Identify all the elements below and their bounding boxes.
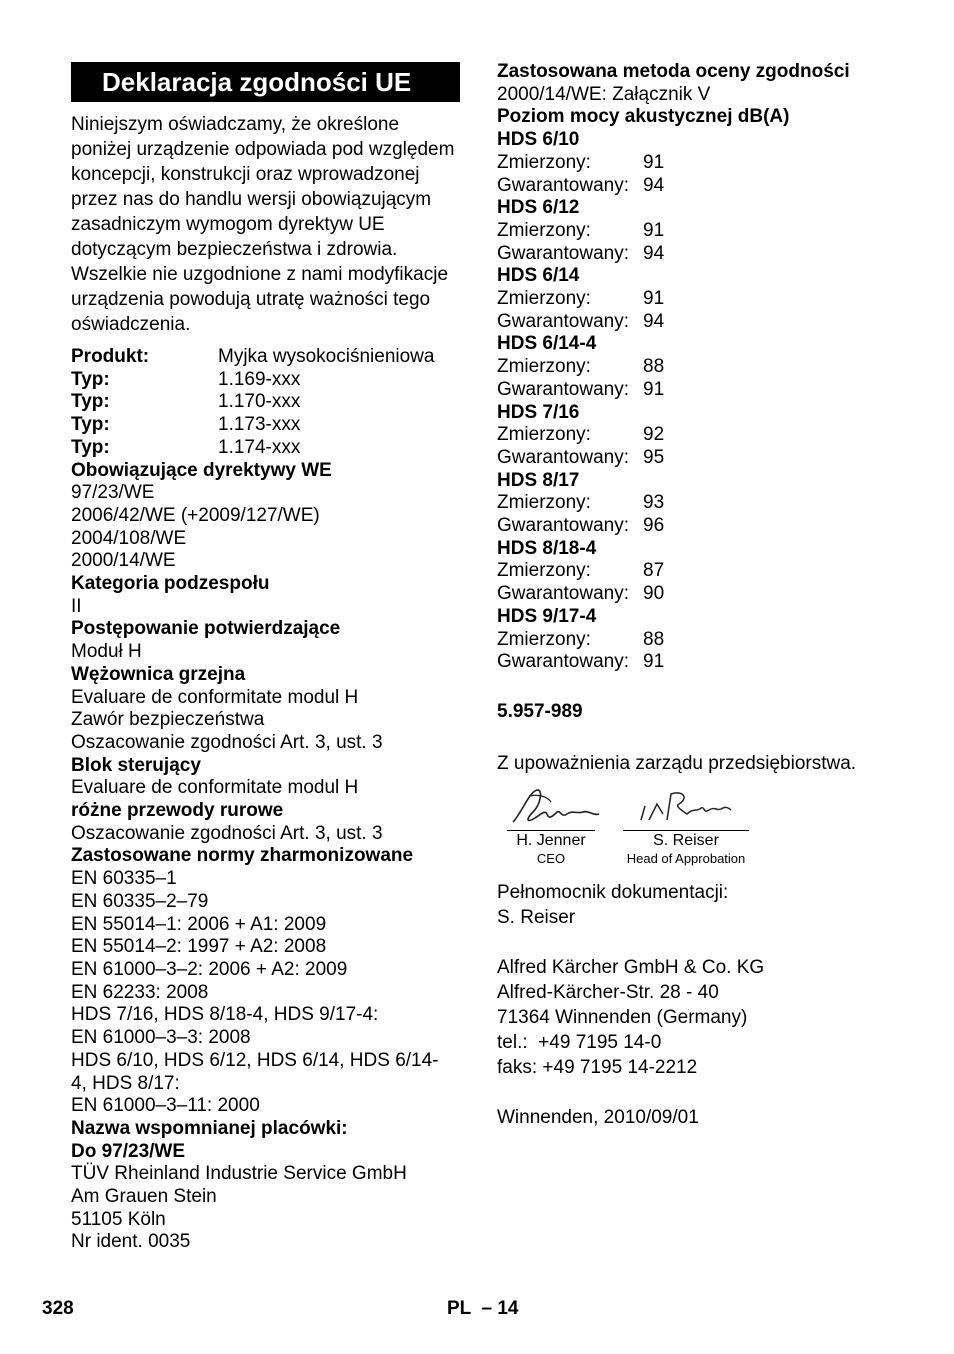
model-name: HDS 9/17-4 bbox=[497, 605, 597, 627]
sound-model-block bbox=[497, 129, 917, 197]
notified-body-line: Am Grauen Stein bbox=[71, 1186, 217, 1208]
standard-line: EN 61000–3–2: 2006 + A2: 2009 bbox=[71, 958, 348, 980]
notified-body-line: 51105 Köln bbox=[71, 1208, 166, 1230]
pipes-line: Oszacowanie zgodności Art. 3, ust. 3 bbox=[71, 822, 383, 844]
guaranteed-row bbox=[497, 379, 917, 402]
notified-body-line: TÜV Rheinland Industrie Service GmbH bbox=[71, 1163, 407, 1185]
standard-line: EN 55014–2: 1997 + A2: 2008 bbox=[71, 936, 327, 958]
signature-reiser bbox=[623, 784, 749, 868]
standard-line: 4, HDS 8/17: bbox=[71, 1072, 180, 1094]
standard-line: EN 55014–1: 2006 + A1: 2009 bbox=[71, 913, 327, 935]
guaranteed-value: 95 bbox=[643, 446, 665, 468]
component-category-value: II bbox=[71, 595, 82, 617]
guaranteed-value: 90 bbox=[643, 583, 665, 605]
type-row bbox=[71, 414, 467, 437]
product-section bbox=[71, 346, 467, 460]
documentation-label: Pełnomocnik dokumentacji: bbox=[497, 881, 729, 903]
measured-value: 92 bbox=[643, 424, 665, 446]
guaranteed-row bbox=[497, 447, 917, 470]
measured-row bbox=[497, 220, 917, 243]
signer-role: Head of Approbation bbox=[626, 850, 746, 866]
standard-line: EN 61000–3–3: 2008 bbox=[71, 1027, 251, 1049]
guaranteed-row bbox=[497, 175, 917, 198]
component-category-heading: Kategoria podzespołu bbox=[71, 573, 270, 595]
type-label: Typ: bbox=[71, 436, 110, 458]
measured-label: Zmierzony: bbox=[497, 151, 591, 173]
signature-reiser-image bbox=[637, 784, 733, 830]
measured-row bbox=[497, 629, 917, 652]
heating-coil-line: Zawór bezpieczeństwa bbox=[71, 709, 265, 731]
product-label: Produkt: bbox=[71, 346, 150, 367]
guaranteed-value: 91 bbox=[643, 378, 665, 400]
guaranteed-row bbox=[497, 651, 917, 674]
guaranteed-row bbox=[497, 583, 917, 606]
model-name: HDS 7/16 bbox=[497, 401, 580, 423]
guaranteed-label: Gwarantowany: bbox=[497, 378, 630, 400]
type-value: 1.174-xxx bbox=[218, 436, 301, 458]
measured-row bbox=[497, 492, 917, 515]
place-date: Winnenden, 2010/09/01 bbox=[497, 1106, 699, 1128]
type-label: Typ: bbox=[71, 391, 110, 413]
guaranteed-label: Gwarantowany: bbox=[497, 174, 630, 196]
measured-row bbox=[497, 356, 917, 379]
assessment-method-heading: Zastosowana metoda oceny zgodności bbox=[497, 61, 850, 82]
language-page-label: PL – 14 bbox=[447, 1298, 519, 1319]
measured-label: Zmierzony: bbox=[497, 560, 591, 582]
signer-name: S. Reiser bbox=[653, 831, 719, 849]
measured-value: 87 bbox=[643, 560, 665, 582]
guaranteed-row bbox=[497, 311, 917, 334]
sound-model-block bbox=[497, 538, 917, 606]
measured-label: Zmierzony: bbox=[497, 288, 591, 310]
conformity-procedure-heading: Postępowanie potwierdzające bbox=[71, 618, 341, 640]
documentation-name: S. Reiser bbox=[497, 906, 576, 928]
measured-value: 88 bbox=[643, 628, 665, 650]
guaranteed-value: 96 bbox=[643, 515, 665, 537]
directive-item: 97/23/WE bbox=[71, 482, 155, 504]
measured-value: 88 bbox=[643, 356, 665, 378]
guaranteed-label: Gwarantowany: bbox=[497, 515, 630, 537]
type-label: Typ: bbox=[71, 368, 110, 390]
measured-label: Zmierzony: bbox=[497, 424, 591, 446]
guaranteed-value: 91 bbox=[643, 651, 665, 673]
signature-jenner bbox=[507, 784, 595, 868]
sound-model-block bbox=[497, 197, 917, 265]
model-name: HDS 6/14-4 bbox=[497, 333, 597, 355]
model-name: HDS 6/14 bbox=[497, 265, 580, 287]
page-title: Deklaracja zgodności UE bbox=[71, 62, 460, 102]
company-line: 71364 Winnenden (Germany) bbox=[497, 1006, 748, 1028]
company-line: faks: +49 7195 14-2212 bbox=[497, 1056, 698, 1078]
model-name: HDS 6/12 bbox=[497, 197, 580, 219]
product-value: Myjka wysokociśnieniowa bbox=[218, 346, 435, 367]
guaranteed-row bbox=[497, 243, 917, 266]
heating-coil-line: Oszacowanie zgodności Art. 3, ust. 3 bbox=[71, 731, 383, 753]
directives-heading: Obowiązujące dyrektywy WE bbox=[71, 459, 332, 481]
notified-body-directive: Do 97/23/WE bbox=[71, 1140, 186, 1162]
guaranteed-value: 94 bbox=[643, 242, 665, 264]
notified-body-heading: Nazwa wspomnianej placówki: bbox=[71, 1117, 348, 1139]
measured-label: Zmierzony: bbox=[497, 356, 591, 378]
conformity-procedure-value: Moduł H bbox=[71, 641, 142, 663]
guaranteed-label: Gwarantowany: bbox=[497, 651, 630, 673]
model-name: HDS 8/17 bbox=[497, 469, 580, 491]
standards-heading: Zastosowane normy zharmonizowane bbox=[71, 845, 414, 867]
sound-model-block bbox=[497, 606, 917, 674]
sound-model-block bbox=[497, 470, 917, 538]
left-column bbox=[71, 62, 467, 1254]
measured-row bbox=[497, 152, 917, 175]
standard-line: EN 60335–1 bbox=[71, 868, 177, 890]
document-number: 5.957-989 bbox=[497, 700, 583, 722]
guaranteed-label: Gwarantowany: bbox=[497, 310, 630, 332]
type-value: 1.169-xxx bbox=[218, 368, 301, 390]
model-name: HDS 6/10 bbox=[497, 129, 580, 151]
company-line: Alfred Kärcher GmbH & Co. KG bbox=[497, 956, 765, 978]
guaranteed-label: Gwarantowany: bbox=[497, 446, 630, 468]
standard-line: HDS 7/16, HDS 8/18-4, HDS 9/17-4: bbox=[71, 1004, 379, 1026]
model-name: HDS 8/18-4 bbox=[497, 537, 597, 559]
signature-block bbox=[497, 784, 917, 870]
sound-model-block bbox=[497, 402, 917, 470]
type-row bbox=[71, 437, 467, 460]
sound-model-block bbox=[497, 265, 917, 333]
measured-row bbox=[497, 560, 917, 583]
heating-coil-heading: Wężownica grzejna bbox=[71, 663, 246, 685]
company-line: Alfred-Kärcher-Str. 28 - 40 bbox=[497, 981, 719, 1003]
signer-role: CEO bbox=[536, 850, 566, 866]
product-row bbox=[71, 346, 467, 369]
right-column bbox=[497, 61, 917, 1130]
notified-body-line: Nr ident. 0035 bbox=[71, 1231, 191, 1253]
pipes-heading: różne przewody rurowe bbox=[71, 800, 284, 822]
assessment-method-value: 2000/14/WE: Załącznik V bbox=[497, 83, 711, 105]
type-label: Typ: bbox=[71, 414, 110, 436]
directive-item: 2000/14/WE bbox=[71, 550, 176, 572]
signature-jenner-image bbox=[507, 784, 603, 830]
measured-label: Zmierzony: bbox=[497, 628, 591, 650]
standard-line: EN 60335–2–79 bbox=[71, 890, 209, 912]
type-value: 1.173-xxx bbox=[218, 414, 301, 436]
guaranteed-row bbox=[497, 515, 917, 538]
measured-row bbox=[497, 288, 917, 311]
measured-value: 93 bbox=[643, 492, 665, 514]
standard-line: EN 61000–3–11: 2000 bbox=[71, 1095, 260, 1117]
standard-line: EN 62233: 2008 bbox=[71, 981, 209, 1003]
control-block-heading: Blok sterujący bbox=[71, 754, 201, 776]
measured-label: Zmierzony: bbox=[497, 492, 591, 514]
measured-label: Zmierzony: bbox=[497, 219, 591, 241]
intro-paragraph: Niniejszym oświadczamy, że określone poniżej urządzenie odpowiada pod względem koncepcji, konstrukcji oraz wprowadzonej przez nas do handlu wersji obowiązującym zasadniczym wymogom dyrektyw UE dotyczącym bezpieczeństwa i zdrowia. Wszelkie nie uzgodnione z nami modyfikacje urządzenia powodują utratę ważności tego oświadczenia. bbox=[71, 114, 455, 335]
type-row bbox=[71, 369, 467, 392]
control-block-line: Evaluare de conformitate modul H bbox=[71, 777, 359, 799]
authorization-text: Z upoważnienia zarządu przedsiębiorstwa. bbox=[497, 752, 857, 774]
signer-name: H. Jenner bbox=[516, 831, 586, 849]
measured-value: 91 bbox=[643, 151, 665, 173]
measured-value: 91 bbox=[643, 288, 665, 310]
sound-power-heading: Poziom mocy akustycznej dB(A) bbox=[497, 106, 790, 128]
standard-line: HDS 6/10, HDS 6/12, HDS 6/14, HDS 6/14- bbox=[71, 1049, 439, 1071]
directive-item: 2004/108/WE bbox=[71, 527, 187, 549]
type-value: 1.170-xxx bbox=[218, 391, 301, 413]
measured-row bbox=[497, 424, 917, 447]
sound-model-block bbox=[497, 333, 917, 401]
heating-coil-line: Evaluare de conformitate modul H bbox=[71, 686, 359, 708]
guaranteed-label: Gwarantowany: bbox=[497, 242, 630, 264]
type-row bbox=[71, 391, 467, 414]
guaranteed-label: Gwarantowany: bbox=[497, 583, 630, 605]
company-line: tel.: +49 7195 14-0 bbox=[497, 1031, 662, 1053]
guaranteed-value: 94 bbox=[643, 174, 665, 196]
measured-value: 91 bbox=[643, 219, 665, 241]
directive-item: 2006/42/WE (+2009/127/WE) bbox=[71, 504, 320, 526]
page-number: 328 bbox=[42, 1298, 74, 1319]
guaranteed-value: 94 bbox=[643, 310, 665, 332]
